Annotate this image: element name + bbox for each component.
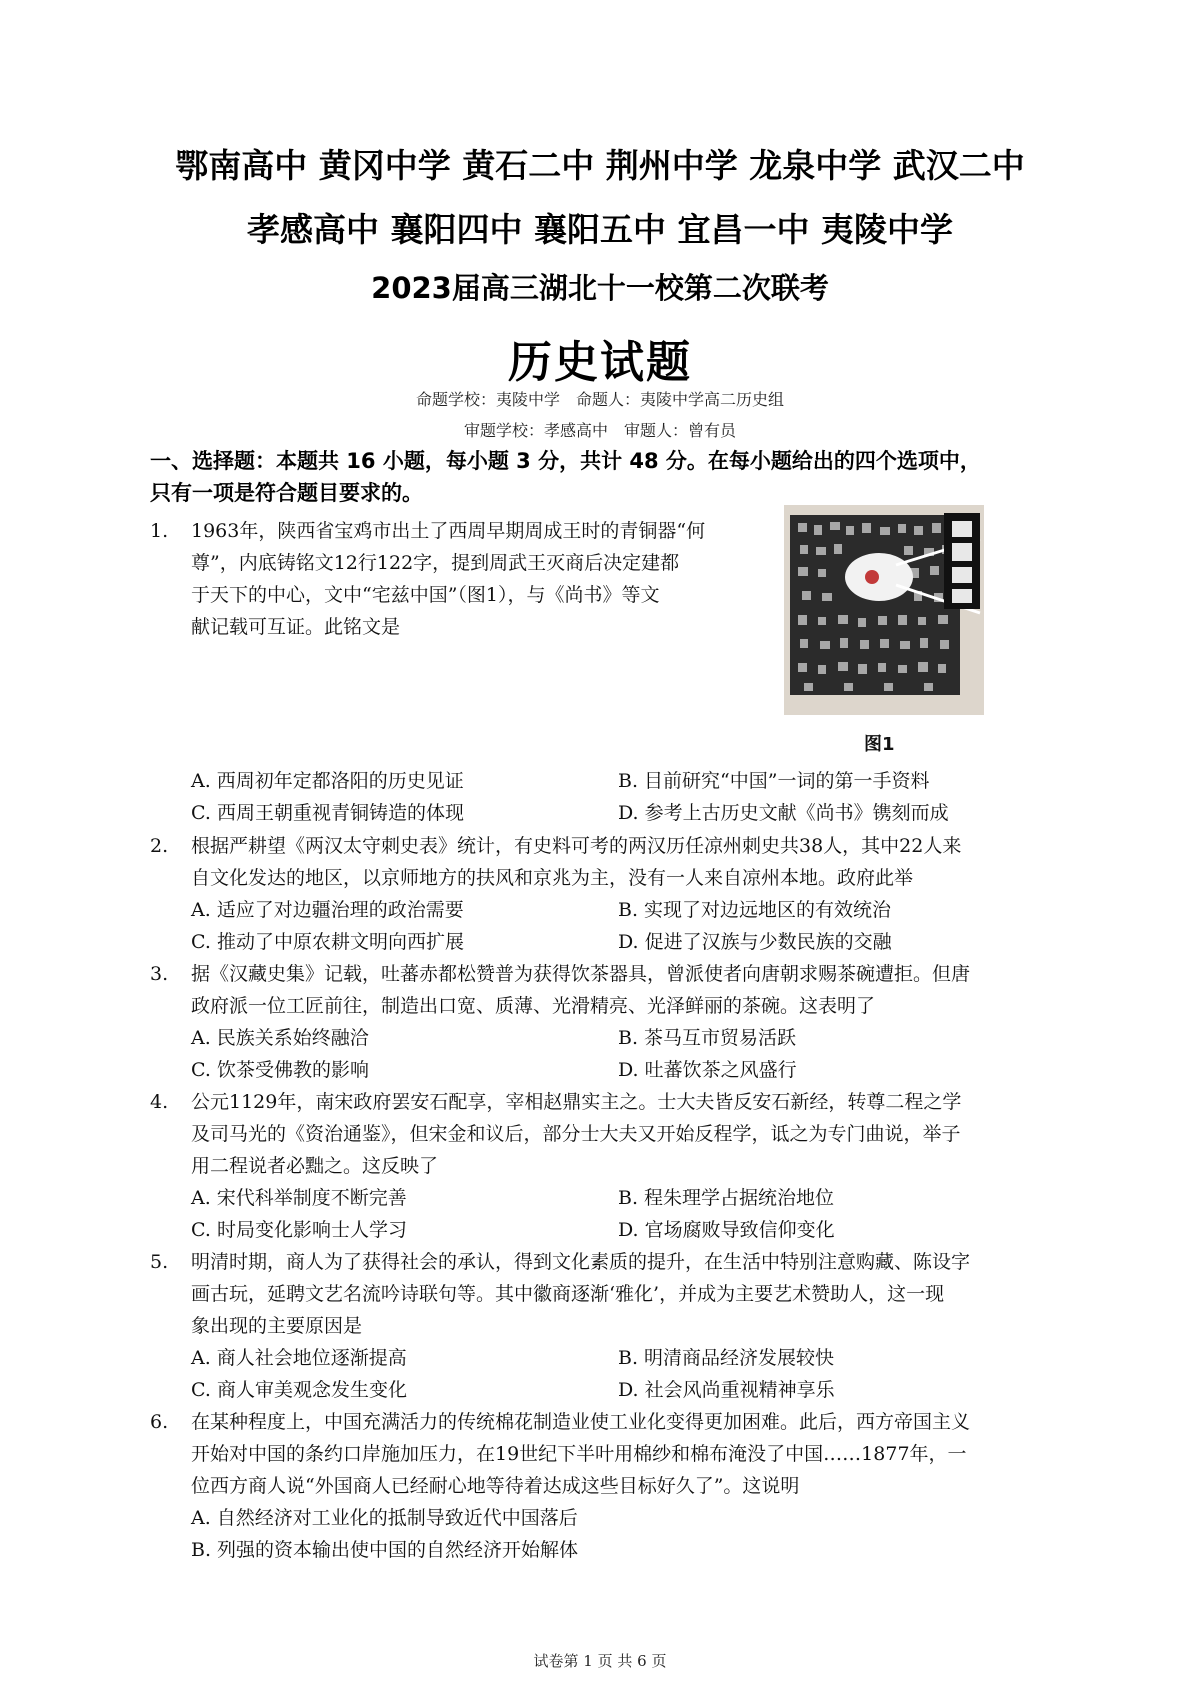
exam-name: 2023届高三湖北十一校第二次联考 — [371, 271, 829, 305]
question-number: 1. — [150, 520, 169, 542]
question-stem — [191, 958, 1071, 1022]
question-stem — [191, 830, 1071, 894]
stem-line: 政府派一位工匠前往，制造出口宽、质薄、光滑精亮、光泽鲜丽的茶碗。这表明了 — [191, 995, 876, 1017]
option-c[interactable]: C. 饮茶受佛教的影响 — [191, 1059, 369, 1081]
question-stem — [191, 1086, 1071, 1182]
option-c[interactable]: C. 推动了中原农耕文明向西扩展 — [191, 931, 464, 953]
option-c[interactable]: C. 商人审美观念发生变化 — [191, 1379, 407, 1401]
stem-line: 献记载可互证。此铭文是 — [191, 616, 401, 638]
stem-line: 明清时期，商人为了获得社会的承认，得到文化素质的提升，在生活中特别注意购藏、陈设字 — [191, 1251, 971, 1273]
option-a[interactable]: A. 适应了对边疆治理的政治需要 — [191, 899, 464, 921]
question-number: 5. — [150, 1251, 169, 1273]
option-a[interactable]: A. 商人社会地位逐渐提高 — [191, 1347, 407, 1369]
reviewer-info: 审题学校：孝感高中 审题人：曾有员 — [463, 421, 736, 440]
stem-line: 1963年，陕西省宝鸡市出土了西周早期周成王时的青铜器“何 — [191, 520, 706, 542]
setter-info: 命题学校：夷陵中学 命题人：夷陵中学高二历史组 — [415, 390, 784, 409]
page-title: 历史试题 — [508, 337, 692, 388]
option-b[interactable]: B. 明清商品经济发展较快 — [618, 1347, 835, 1369]
question-number: 3. — [150, 963, 169, 985]
school-list-line-1: 鄂南高中 黄冈中学 黄石二中 荆州中学 龙泉中学 武汉二中 — [175, 146, 1025, 185]
question-number: 6. — [150, 1411, 169, 1433]
option-d[interactable]: D. 促进了汉族与少数民族的交融 — [618, 931, 892, 953]
option-b[interactable]: B. 程朱理学占据统治地位 — [618, 1187, 835, 1209]
stem-line: 位西方商人说“外国商人已经耐心地等待着达成这些目标好久了”。这说明 — [191, 1475, 800, 1497]
option-c[interactable]: C. 时局变化影响士人学习 — [191, 1219, 407, 1241]
option-c[interactable]: C. 西周王朝重视青铜铸造的体现 — [191, 802, 464, 824]
page-footer: 试卷第 1 页 共 6 页 — [533, 1652, 667, 1670]
option-a[interactable]: A. 宋代科举制度不断完善 — [191, 1187, 407, 1209]
section-instructions — [150, 445, 1070, 509]
question-number: 4. — [150, 1091, 169, 1113]
stem-line: 及司马光的《资治通鉴》，但宋金和议后，部分士大夫又开始反程学，诋之为专门曲说，举子 — [191, 1123, 961, 1145]
option-a[interactable]: A. 民族关系始终融洽 — [191, 1027, 369, 1049]
question-stem — [191, 1246, 1071, 1342]
option-a[interactable]: A. 自然经济对工业化的抵制导致近代中国落后 — [191, 1507, 578, 1529]
option-a[interactable]: A. 西周初年定都洛阳的历史见证 — [191, 770, 464, 792]
figure-caption: 图1 — [864, 734, 895, 755]
question-stem — [191, 515, 791, 643]
option-d[interactable]: D. 官场腐败导致信仰变化 — [618, 1219, 835, 1241]
school-list-line-2: 孝感高中 襄阳四中 襄阳五中 宜昌一中 夷陵中学 — [247, 210, 953, 249]
stem-line: 象出现的主要原因是 — [191, 1315, 363, 1337]
stem-line: 在某种程度上，中国充满活力的传统棉花制造业使工业化变得更加困难。此后，西方帝国主义 — [191, 1411, 971, 1433]
section-instructions-line-1: 一、选择题：本题共 16 小题，每小题 3 分，共计 48 分。在每小题给出的四个选项中， — [150, 449, 981, 473]
question-stem — [191, 1406, 1071, 1502]
stem-line: 自文化发达的地区，以京师地方的扶风和京兆为主，没有一人来自凉州本地。政府此举 — [191, 867, 914, 889]
stem-line: 根据严耕望《两汉太守刺史表》统计，有史料可考的两汉历任凉州刺史共38人，其中22人来 — [191, 835, 962, 857]
stem-line: 开始对中国的条约口岸施加压力，在19世纪下半叶用棉纱和棉布淹没了中国……1877年，一 — [191, 1443, 967, 1465]
option-d[interactable]: D. 参考上古历史文献《尚书》镌刻而成 — [618, 802, 949, 824]
stem-line: 用二程说者必黜之。这反映了 — [191, 1155, 439, 1177]
option-d[interactable]: D. 吐蕃饮茶之风盛行 — [618, 1059, 797, 1081]
question-number: 2. — [150, 835, 169, 857]
option-b[interactable]: B. 目前研究“中国”一词的第一手资料 — [618, 770, 930, 792]
section-instructions-line-2: 只有一项是符合题目要求的。 — [150, 481, 423, 505]
option-d[interactable]: D. 社会风尚重视精神享乐 — [618, 1379, 835, 1401]
question-1 — [150, 515, 1070, 792]
option-b[interactable]: B. 实现了对边远地区的有效统治 — [618, 899, 892, 921]
stem-line: 尊”，内底铸铭文12行122字，提到周武王灭商后决定建都 — [191, 552, 680, 574]
stem-line: 于天下的中心，文中“宅兹中国”（图1），与《尚书》等文 — [191, 584, 660, 606]
stem-line: 公元1129年，南宋政府罢安石配享，宰相赵鼎实主之。士大夫皆反安石新经，转尊二程之学 — [191, 1091, 962, 1113]
option-b[interactable]: B. 茶马互市贸易活跃 — [618, 1027, 797, 1049]
option-b[interactable]: B. 列强的资本输出使中国的自然经济开始解体 — [191, 1539, 579, 1561]
stem-line: 据《汉藏史集》记载，吐蕃赤都松赞普为获得饮茶器具，曾派使者向唐朝求赐茶碗遭拒。但唐 — [191, 963, 971, 985]
stem-line: 画古玩，延聘文艺名流吟诗联句等。其中徽商逐渐‘雅化’，并成为主要艺术赞助人，这一现 — [191, 1283, 945, 1305]
